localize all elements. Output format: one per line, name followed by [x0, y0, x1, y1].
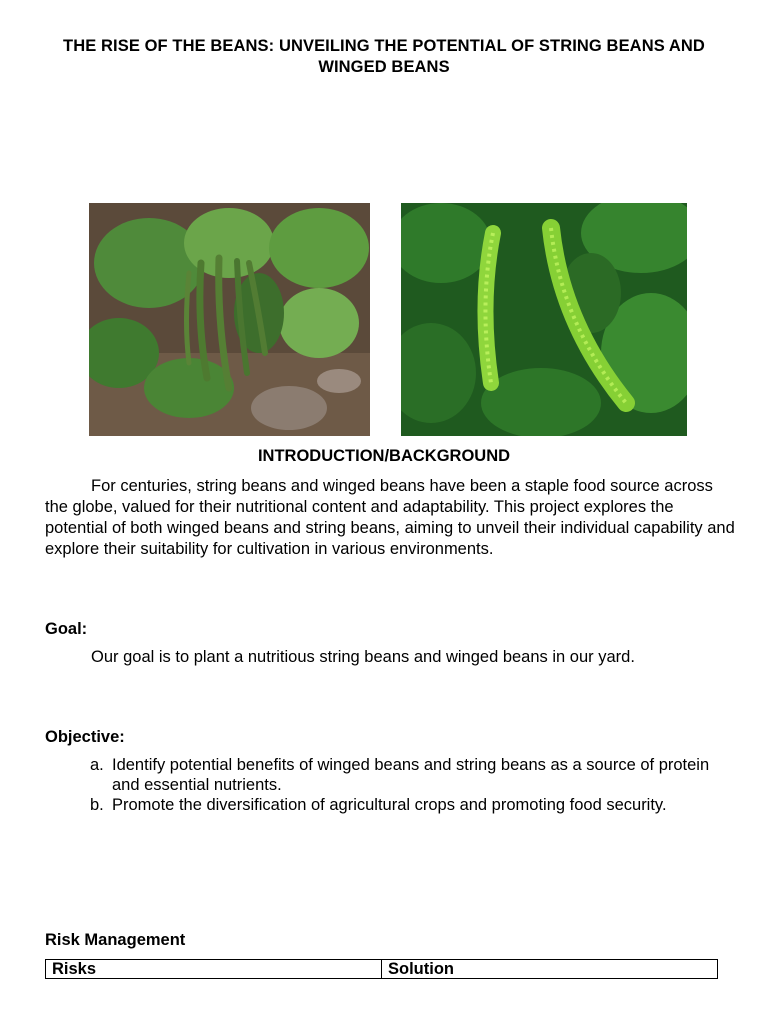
- winged-beans-photo: [401, 203, 687, 436]
- list-item: [90, 795, 720, 815]
- risk-management-label: Risk Management: [45, 931, 186, 949]
- list-item-text: Promote the diversification of agricultural crops and promoting food security.: [112, 796, 667, 814]
- objective-label: Objective:: [45, 728, 125, 746]
- document-title: THE RISE OF THE BEANS: UNVEILING THE POTENTIAL OF STRING BEANS AND WINGED BEANS: [63, 37, 705, 76]
- table-header-row: [46, 960, 718, 979]
- list-marker: a.: [90, 756, 104, 774]
- goal-label: Goal:: [45, 620, 88, 638]
- intro-heading: INTRODUCTION/BACKGROUND: [257, 447, 511, 465]
- string-beans-photo: [89, 203, 370, 436]
- intro-paragraph: For centuries, string beans and winged beans have been a staple food source across the globe, valued for their nutritional content and adaptability. This project explores the potential of both winged beans and string beans, aiming to unveil their individual capability and explore their suitability for cultivation in various environments.: [45, 477, 735, 558]
- table-header-risks: Risks: [46, 960, 382, 979]
- list-marker: b.: [90, 796, 104, 814]
- table-header-solution: Solution: [382, 960, 718, 979]
- list-item: [90, 755, 720, 795]
- objective-list: [90, 755, 720, 815]
- goal-paragraph: Our goal is to plant a nutritious string beans and winged beans in our yard.: [91, 648, 635, 666]
- list-item-text: Identify potential benefits of winged beans and string beans as a source of protein and essential nutrients.: [112, 756, 710, 794]
- risk-table: [45, 959, 718, 979]
